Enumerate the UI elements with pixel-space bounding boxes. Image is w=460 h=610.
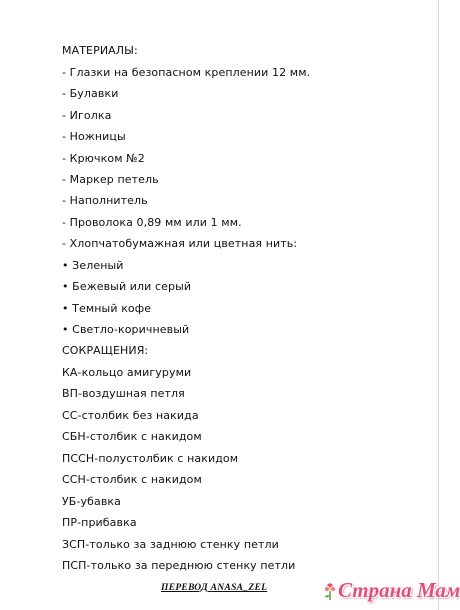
abbreviation-line: СБН-столбик с накидом [62,430,202,443]
text-line: - Булавки [62,87,119,100]
translator-credit: ПЕРЕВОД ANASA_ZEL [161,583,268,593]
materials-heading: МАТЕРИАЛЫ: [62,44,138,57]
color-item: • Темный кофе [62,302,152,315]
text-line: - Маркер петель [62,173,159,186]
text-line: - Крючком №2 [62,152,145,165]
watermark-text: Страна Мам [338,578,460,602]
abbreviation-line: ВП-воздушная петля [62,387,185,400]
abbreviation-line: УБ-убавка [62,495,122,508]
abbreviation-line: ССН-столбик с накидом [62,473,202,486]
color-item: • Бежевый или серый [62,280,192,293]
abbreviation-line: ПР-прибавка [62,516,137,529]
abbreviations-heading: СОКРАЩЕНИЯ: [62,344,149,357]
text-line: - Иголка [62,109,112,122]
text-line: - Ножницы [62,130,126,143]
abbreviation-line: СС-столбик без накида [62,409,199,422]
abbreviation-line: ПССН-полустолбик с накидом [62,452,239,465]
abbreviation-line: ПСП-только за переднюю стенку петли [62,559,296,572]
abbreviation-line: ЗСП-только за заднюю стенку петли [62,538,279,551]
flower-icon [323,581,337,601]
color-item: • Зеленый [62,259,124,272]
text-line: - Глазки на безопасном креплении 12 мм. [62,66,311,79]
text-line: - Наполнитель [62,194,148,207]
site-watermark [323,578,460,603]
text-line: - Проволока 0,89 мм или 1 мм. [62,216,242,229]
abbreviation-line: КА-кольцо амигуруми [62,366,192,379]
color-item: • Светло-коричневый [62,323,190,336]
text-line: - Хлопчатобумажная или цветная нить: [62,237,298,250]
